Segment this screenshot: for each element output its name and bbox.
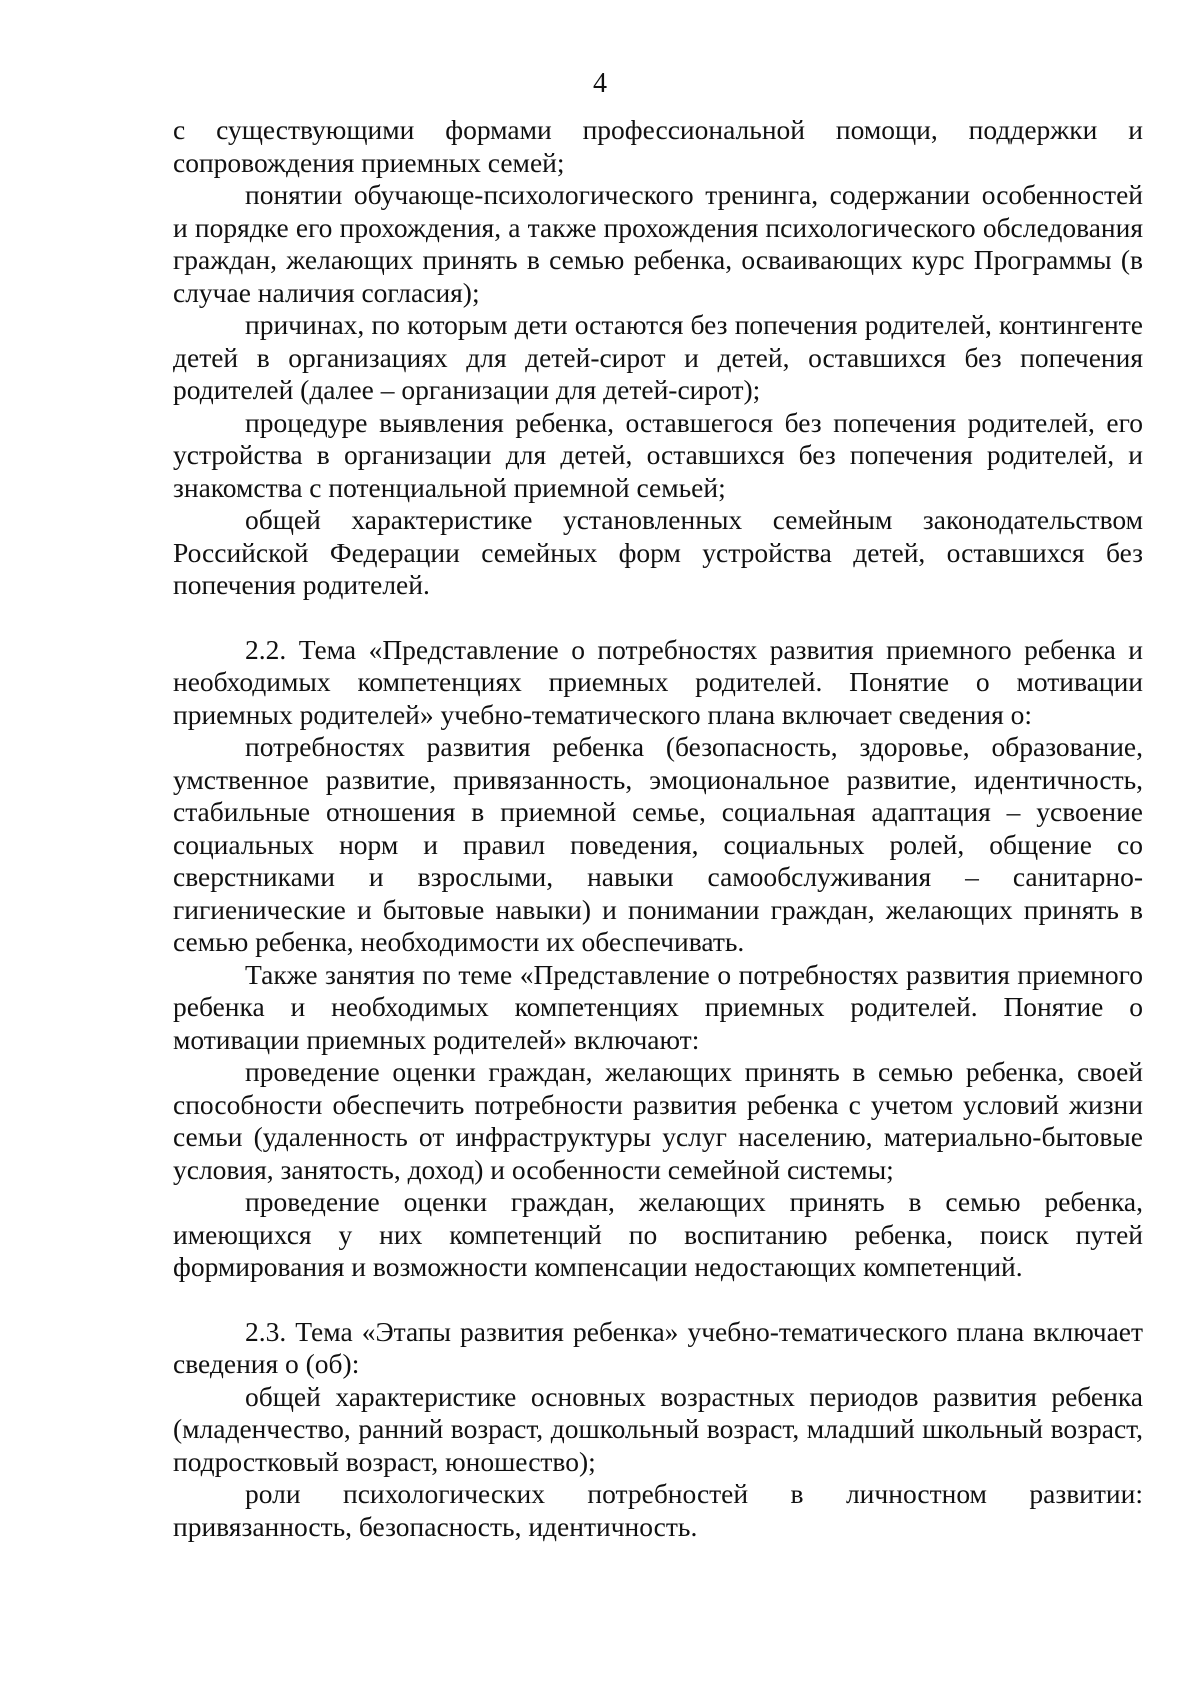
paragraph: роли психологических потребностей в личностном развитии: привязанность, безопасность, идентичность. (173, 1478, 1143, 1542)
paragraph: Также занятия по теме «Представление о потребностях развития приемного ребенка и необходимых компетенциях приемных родителей. Понятие о мотивации приемных родителей» включают: (173, 958, 1143, 1055)
paragraph: общей характеристике установленных семейным законодательством Российской Федерации семейных форм устройства детей, оставшихся без попечения родителей. (173, 504, 1143, 600)
paragraph: проведение оценки граждан, желающих принять в семью ребенка, имеющихся у них компетенций по воспитанию ребенка, поиск путей формирования и возможности компенсации недостающих компетенций. (173, 1186, 1143, 1282)
paragraph: общей характеристике основных возрастных периодов развития ребенка (младенчество, ранний возраст, дошкольный возраст, младший школьный возраст, подростковый возраст, юношество); (173, 1380, 1143, 1477)
paragraph: причинах, по которым дети остаются без попечения родителей, контингенте детей в организациях для детей-сирот и детей, оставшихся без попечения родителей (далее – организации для детей-сирот); (173, 309, 1143, 405)
section-spacer (173, 602, 1143, 634)
section-heading-paragraph: 2.2. Тема «Представление о потребностях развития приемного ребенка и необходимых компетенциях приемных родителей. Понятие о мотивации приемных родителей» учебно-тематического плана включает сведения о: (173, 633, 1143, 730)
paragraph: процедуре выявления ребенка, оставшегося без попечения родителей, его устройства в организации для детей, оставшихся без попечения родителей, и знакомства с потенциальной приемной семьей; (173, 406, 1143, 503)
page-number: 4 (593, 68, 607, 99)
section-heading-paragraph: 2.3. Тема «Этапы развития ребенка» учебно-тематического плана включает сведения о (об): (173, 1315, 1143, 1379)
document-body (173, 114, 1143, 1543)
paragraph: с существующими формами профессиональной помощи, поддержки и сопровождения приемных семей; (173, 114, 1143, 178)
paragraph: потребностях развития ребенка (безопасность, здоровье, образование, умственное развитие, привязанность, эмоциональное развитие, идентичность, стабильные отношения в приемной семье, социальная адаптация – усвоение социальных норм и правил поведения, социальных ролей, общение со сверстниками и взрослыми, навыки самообслуживания – санитарно-гигиенические и бытовые навыки) и понимании граждан, желающих принять в семью ребенка, необходимости их обеспечивать. (173, 731, 1143, 957)
section-spacer (173, 1284, 1143, 1316)
paragraph: понятии обучающе-психологического тренинга, содержании особенностей и порядке его прохождения, а также прохождения психологического обследования граждан, желающих принять в семью ребенка, осваивающих курс Программы (в случае наличия согласия); (173, 179, 1143, 308)
paragraph: проведение оценки граждан, желающих принять в семью ребенка, своей способности обеспечить потребности развития ребенка с учетом условий жизни семьи (удаленность от инфраструктуры услуг населению, материально-бытовые условия, занятость, доход) и особенности семейной системы; (173, 1056, 1143, 1185)
